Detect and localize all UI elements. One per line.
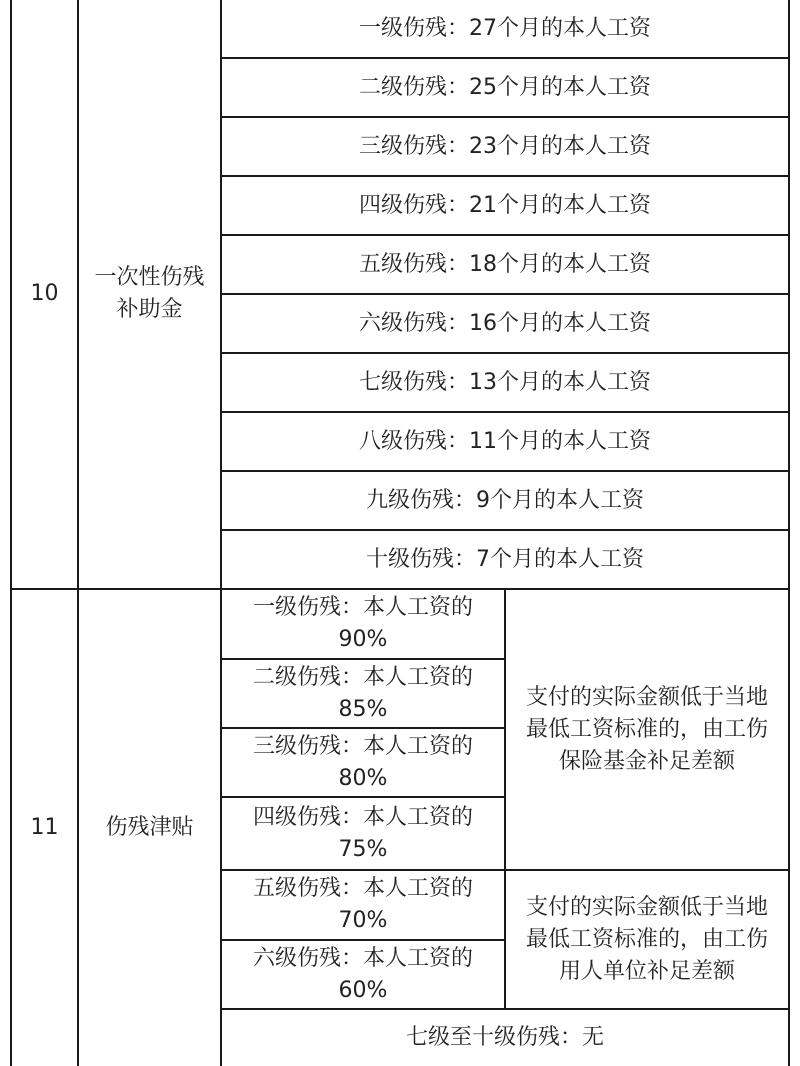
level-text: 二级伤残：25个月的本人工资 xyxy=(359,74,651,100)
level-cell xyxy=(222,413,788,470)
level-text: 四级伤残：21个月的本人工资 xyxy=(359,192,651,218)
level-text: 三级伤残：本人工资的 xyxy=(252,733,473,759)
level-cell xyxy=(222,0,788,57)
allowance-level-cell xyxy=(222,660,504,727)
level-cell xyxy=(222,177,788,234)
table-border-right xyxy=(788,0,790,1066)
level-text: 四级伤残：本人工资的 xyxy=(252,804,473,830)
level-percent: 60% xyxy=(338,977,388,1003)
allowance-level-cell xyxy=(222,590,504,658)
note-employer-cell xyxy=(506,871,788,1008)
allowance-level-cell xyxy=(222,798,504,869)
level-text: 五级伤残：本人工资的 xyxy=(252,876,473,901)
level-text: 六级伤残：16个月的本人工资 xyxy=(359,310,651,336)
level-percent: 90% xyxy=(338,627,388,652)
note-text: 最低工资标准的，由工伤 xyxy=(525,926,768,952)
level-text: 七级至十级伤残：无 xyxy=(405,1025,604,1050)
level-cell xyxy=(222,472,788,529)
allowance-level-cell xyxy=(222,871,504,939)
row-number-text: 11 xyxy=(30,815,59,840)
level-text: 七级伤残：13个月的本人工资 xyxy=(359,369,651,395)
level-cell xyxy=(222,295,788,352)
level-text: 一级伤残：27个月的本人工资 xyxy=(359,15,651,41)
row-number-text: 10 xyxy=(30,281,59,306)
note-text: 最低工资标准的，由工伤 xyxy=(525,716,768,742)
level-cell xyxy=(222,531,788,588)
level-text: 九级伤残：9个月的本人工资 xyxy=(366,487,644,513)
level-percent: 85% xyxy=(338,696,388,722)
level-text: 八级伤残：11个月的本人工资 xyxy=(359,428,651,454)
level-percent: 80% xyxy=(338,765,388,791)
allowance-level-cell xyxy=(222,941,504,1008)
item-name xyxy=(79,0,220,588)
item-name-line: 伤残津贴 xyxy=(105,815,194,840)
level-cell xyxy=(222,59,788,116)
level-percent: 75% xyxy=(338,836,388,862)
level-cell-seven-to-ten xyxy=(222,1010,788,1066)
note-text: 支付的实际金额低于当地 xyxy=(525,894,768,920)
allowance-level-cell xyxy=(222,729,504,796)
item-name xyxy=(79,590,220,1066)
level-text: 三级伤残：23个月的本人工资 xyxy=(359,133,651,159)
note-text: 用人单位补足差额 xyxy=(558,958,735,984)
note-text: 保险基金补足差额 xyxy=(558,748,735,774)
level-text: 一级伤残：本人工资的 xyxy=(252,595,473,620)
level-cell xyxy=(222,236,788,293)
level-text: 六级伤残：本人工资的 xyxy=(252,945,473,971)
level-text: 二级伤残：本人工资的 xyxy=(252,664,473,690)
note-text: 支付的实际金额低于当地 xyxy=(525,684,768,710)
item-name-line: 一次性伤残 xyxy=(94,265,205,290)
row-number xyxy=(12,590,77,1066)
level-text: 十级伤残：7个月的本人工资 xyxy=(366,546,644,572)
row-number xyxy=(12,0,77,588)
item-name-line: 补助金 xyxy=(116,297,183,322)
level-cell xyxy=(222,118,788,175)
level-cell xyxy=(222,354,788,411)
level-percent: 70% xyxy=(338,908,388,933)
note-fund-cell xyxy=(506,590,788,869)
level-text: 五级伤残：18个月的本人工资 xyxy=(359,251,651,277)
